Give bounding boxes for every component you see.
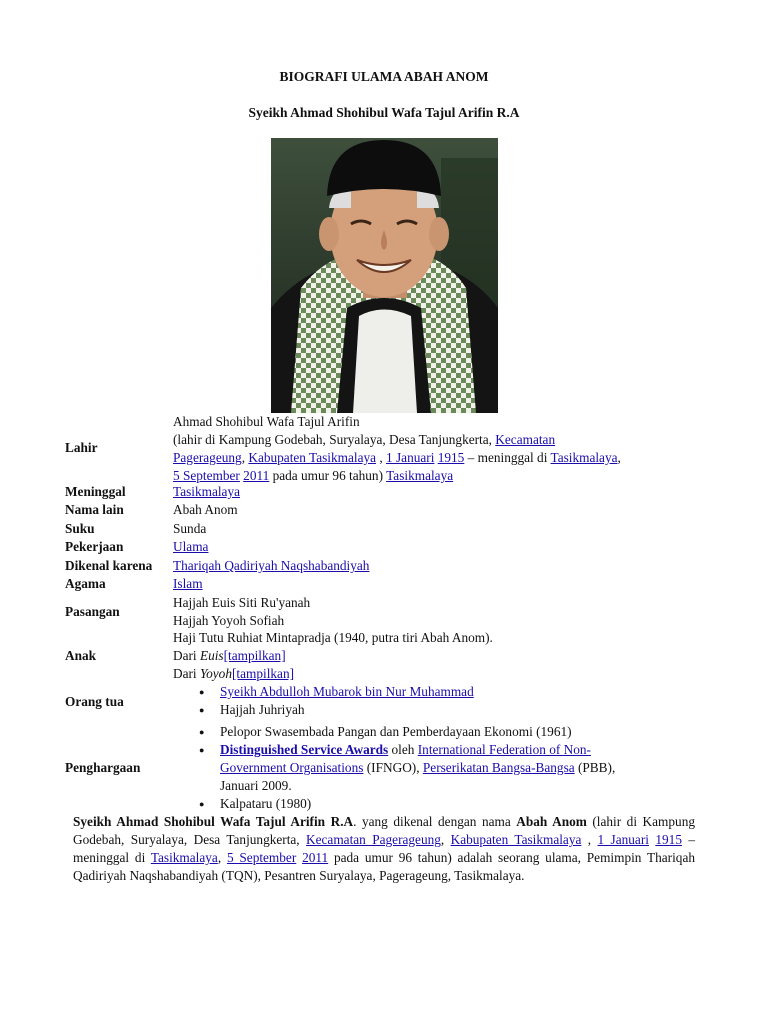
text: Januari 2009. <box>220 778 292 793</box>
link-meninggal[interactable]: Tasikmalaya <box>173 484 241 499</box>
list-item: ● Pelopor Swasembada Pangan dan Pemberdayaan Ekonomi (1961) <box>173 723 698 741</box>
link-ulama[interactable]: Ulama <box>173 539 209 554</box>
link-kecamatan-pagerageung[interactable]: Kecamatan Pagerageung <box>306 832 441 847</box>
link-pagerageung[interactable]: Pagerageung <box>173 450 242 465</box>
list-item <box>173 741 698 795</box>
value-suku: Sunda <box>173 521 207 536</box>
link-kecamatan[interactable]: Kecamatan <box>495 432 556 447</box>
link-1-januari[interactable]: 1 Januari <box>386 450 435 465</box>
text: , <box>581 832 598 847</box>
label-agama: Agama <box>65 576 106 591</box>
text: – meninggal di <box>73 832 696 865</box>
label-anak: Anak <box>65 648 97 663</box>
portrait-photo <box>271 138 498 413</box>
label-dikenal: Dikenal karena <box>65 558 153 573</box>
link-distinguished-service-awards[interactable]: Distinguished Service Awards <box>220 742 389 757</box>
link-1-januari[interactable]: 1 Januari <box>597 832 649 847</box>
anak-text: Dari <box>173 648 200 663</box>
link-ifngo[interactable]: International Federation of Non- <box>417 742 591 757</box>
link-5-september[interactable]: 5 September <box>173 468 240 483</box>
text: , <box>440 832 451 847</box>
biography-paragraph <box>73 813 695 885</box>
sep: , <box>376 450 387 465</box>
label-meninggal: Meninggal <box>65 484 126 499</box>
lahir-text: pada umur 96 tahun) <box>269 468 387 483</box>
document-subtitle: Syeikh Ahmad Shohibul Wafa Tajul Arifin R.A <box>248 105 520 120</box>
pasangan-2: Hajjah Yoyoh Sofiah <box>173 613 285 628</box>
link-ifngo-2[interactable]: Government Organisations <box>220 760 364 775</box>
text: , <box>217 850 227 865</box>
lahir-name: Ahmad Shohibul Wafa Tajul Arifin <box>173 414 360 429</box>
link-tasikmalaya[interactable]: Tasikmalaya <box>150 850 218 865</box>
anak-text: Dari <box>173 666 200 681</box>
text: . yang dikenal dengan nama <box>353 814 517 829</box>
pasangan-1: Hajjah Euis Siti Ru'yanah <box>173 595 311 610</box>
link-kabupaten[interactable]: Kabupaten Tasikmalaya <box>248 450 377 465</box>
lahir-text: – meninggal di <box>464 450 551 465</box>
link-kabupaten-tasikmalaya[interactable]: Kabupaten Tasikmalaya <box>450 832 582 847</box>
text: (IFNGO), <box>363 760 423 775</box>
text: pada umur 96 tahun) adalah seorang ulama, Pemimpin Thariqah Qadiriyah Naqshabandiyah (TQN), Pesantren Suryalaya, Pagerageung, Tasikmalaya. <box>73 850 695 883</box>
toggle-tampilkan-yoyoh[interactable]: [tampilkan] <box>231 666 295 681</box>
link-syeikh-abdulloh[interactable]: Syeikh Abdulloh Mubarok bin Nur Muhammad <box>220 684 474 699</box>
link-tasikmalaya[interactable]: Tasikmalaya <box>550 450 618 465</box>
list-item <box>173 683 703 701</box>
link-1915[interactable]: 1915 <box>655 832 682 847</box>
link-2011[interactable]: 2011 <box>302 850 329 865</box>
anak-3 <box>173 665 703 683</box>
label-lahir: Lahir <box>65 440 98 455</box>
anak-1: Haji Tutu Ruhiat Mintapradja (1940, putra tiri Abah Anom). <box>173 630 493 645</box>
link-2011[interactable]: 2011 <box>243 468 270 483</box>
value-lahir <box>173 413 703 485</box>
link-5-september[interactable]: 5 September <box>226 850 297 865</box>
label-pasangan: Pasangan <box>65 604 120 619</box>
lahir-line1 <box>173 431 703 449</box>
sep: , <box>241 450 249 465</box>
bold-name: Syeikh Ahmad Shohibul Wafa Tajul Arifin R.A <box>73 814 354 829</box>
text: (PBB), <box>574 760 616 775</box>
anak-2 <box>173 647 703 665</box>
text: (lahir di Kampung Godebah, Suryalaya, Desa Tanjungkerta, <box>73 814 695 847</box>
document-title: BIOGRAFI ULAMA ABAH ANOM <box>279 69 489 84</box>
bold-alias: Abah Anom <box>516 814 587 829</box>
link-islam[interactable]: Islam <box>173 576 203 591</box>
text: oleh <box>388 742 418 757</box>
anak-yoyoh: Yoyoh <box>199 666 232 681</box>
label-suku: Suku <box>65 521 95 536</box>
sep: , <box>617 450 621 465</box>
link-tasikmalaya-2[interactable]: Tasikmalaya <box>386 468 454 483</box>
label-nama-lain: Nama lain <box>65 502 124 517</box>
label-penghargaan: Penghargaan <box>65 760 141 775</box>
anak-euis: Euis <box>199 648 224 663</box>
lahir-line2 <box>173 449 703 467</box>
toggle-tampilkan-euis[interactable]: [tampilkan] <box>223 648 286 663</box>
link-thariqah[interactable]: Thariqah Qadiriyah Naqshabandiyah <box>173 558 370 573</box>
label-pekerjaan: Pekerjaan <box>65 539 124 554</box>
list-item: ● Hajjah Juhriyah <box>173 701 703 719</box>
link-pbb[interactable]: Perserikatan Bangsa-Bangsa <box>422 760 575 775</box>
value-nama-lain: Abah Anom <box>173 502 238 517</box>
list-item: ● Kalpataru (1980) <box>173 795 698 813</box>
label-orang-tua: Orang tua <box>65 694 124 709</box>
link-1915[interactable]: 1915 <box>437 450 465 465</box>
lahir-text: (lahir di Kampung Godebah, Suryalaya, Desa Tanjungkerta, <box>173 432 496 447</box>
